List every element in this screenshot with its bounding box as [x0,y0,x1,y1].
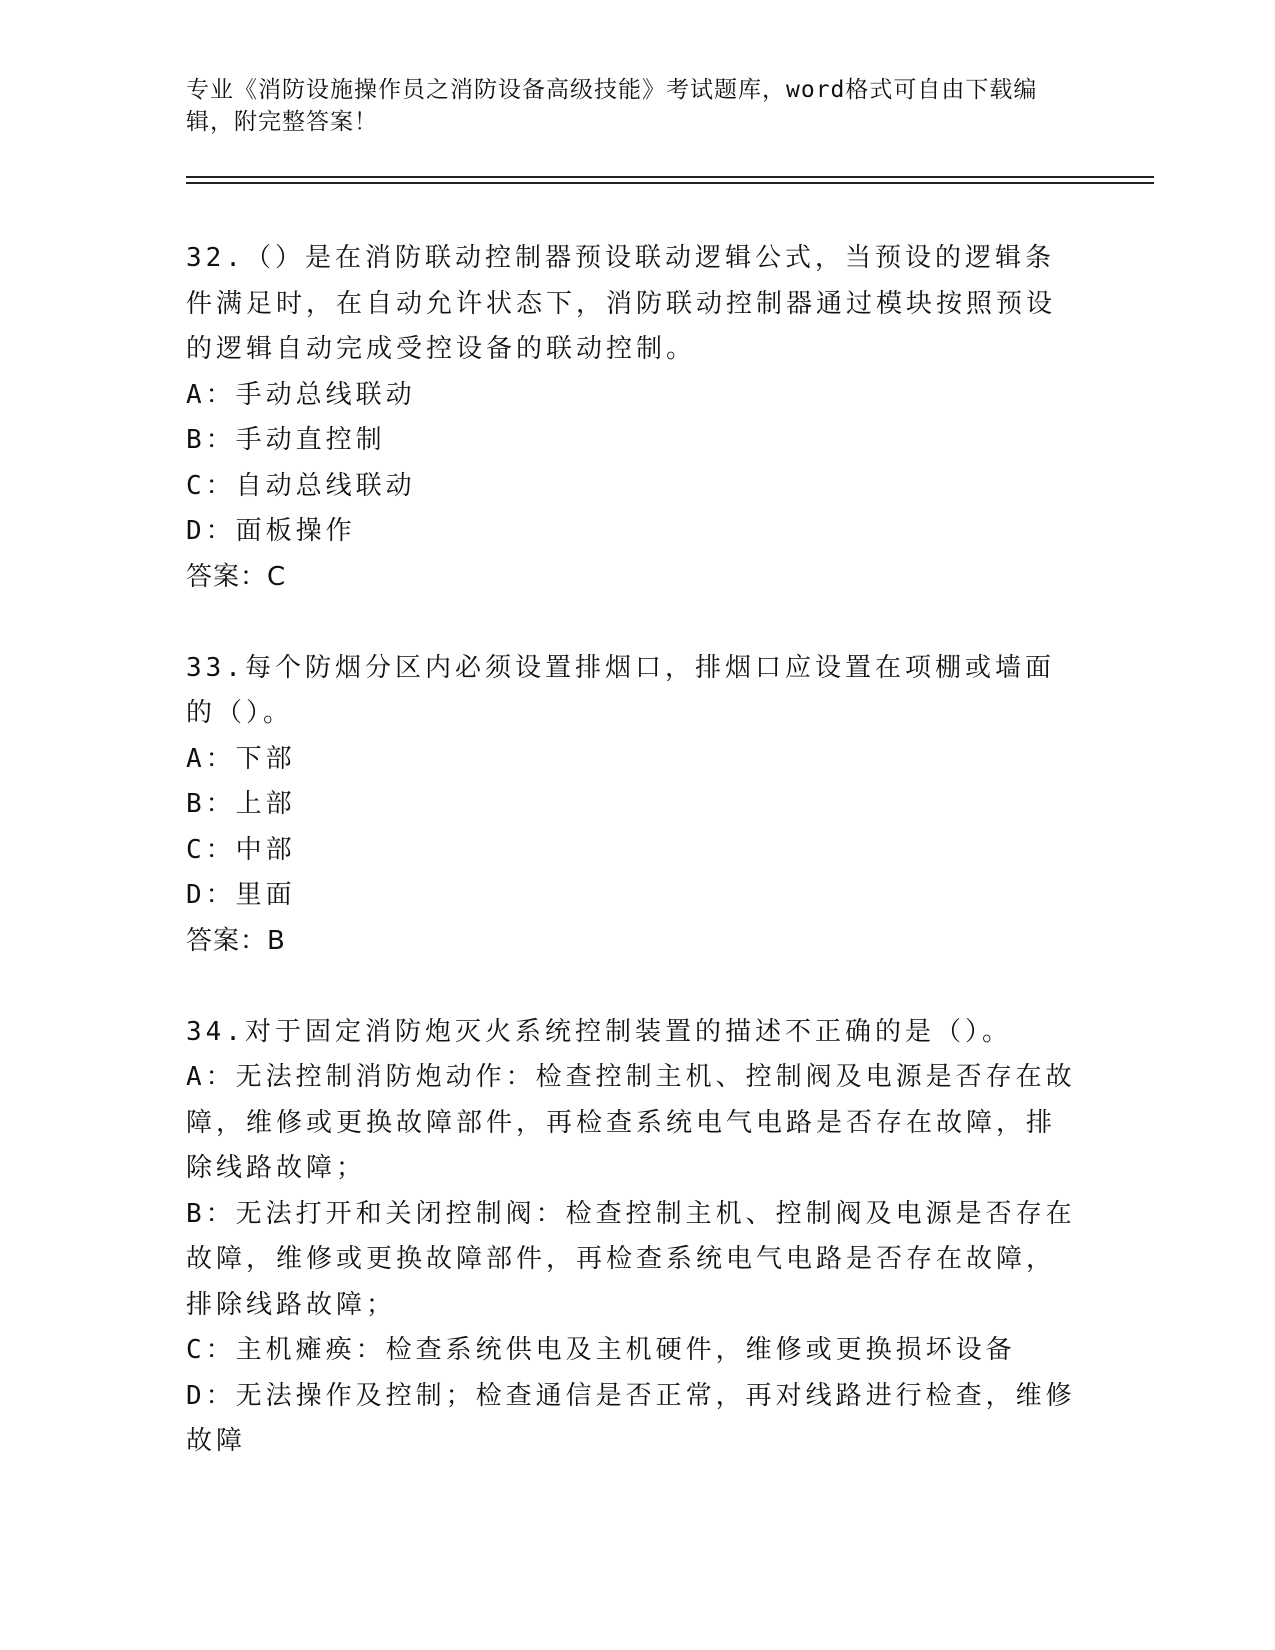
question-stem: 33.每个防烟分区内必须设置排烟口，排烟口应设置在项棚或墙面的（）。 [186,652,1055,728]
option-b: B：上部 [186,789,296,819]
option-d: D：无法操作及控制；检查通信是否正常，再对线路进行检查，维修故障 [186,1380,1076,1456]
header-divider-bottom [186,182,1154,184]
answer-line: 答案：B [186,925,286,956]
option-c: C：主机瘫痪：检查系统供电及主机硬件，维修或更换损坏设备 [186,1335,1016,1365]
option-b: B：手动直控制 [186,425,386,455]
question-32 [186,236,1076,600]
option-b: B：无法打开和关闭控制阀：检查控制主机、控制阀及电源是否存在故障，维修或更换故障部件，再检查系统电气电路是否存在故障，排除线路故障； [186,1198,1076,1320]
document-header: 专业《消防设施操作员之消防设备高级技能》考试题库，word格式可自由下载编辑，附完整答案！ [186,77,1038,135]
question-34 [186,1010,1076,1465]
option-a: A：无法控制消防炮动作：检查控制主机、控制阀及电源是否存在故障，维修或更换故障部件，再检查系统电气电路是否存在故障，排除线路故障； [186,1062,1076,1183]
option-d: D：里面 [186,880,296,910]
question-list [186,236,1076,1465]
option-d: D：面板操作 [186,516,356,546]
option-c: C：中部 [186,834,296,865]
question-stem: 32.（）是在消防联动控制器预设联动逻辑公式，当预设的逻辑条件满足时，在自动允许状态下，消防联动控制器通过模块按照预设的逻辑自动完成受控设备的联动控制。 [186,243,1057,364]
question-stem: 34.对于固定消防炮灭火系统控制装置的描述不正确的是（）。 [186,1016,1012,1047]
option-a: A：下部 [186,743,296,774]
header-divider-top [186,176,1154,178]
option-a: A：手动总线联动 [186,379,416,410]
question-33 [186,646,1076,965]
option-c: C：自动总线联动 [186,470,416,501]
answer-line: 答案：C [186,561,287,592]
